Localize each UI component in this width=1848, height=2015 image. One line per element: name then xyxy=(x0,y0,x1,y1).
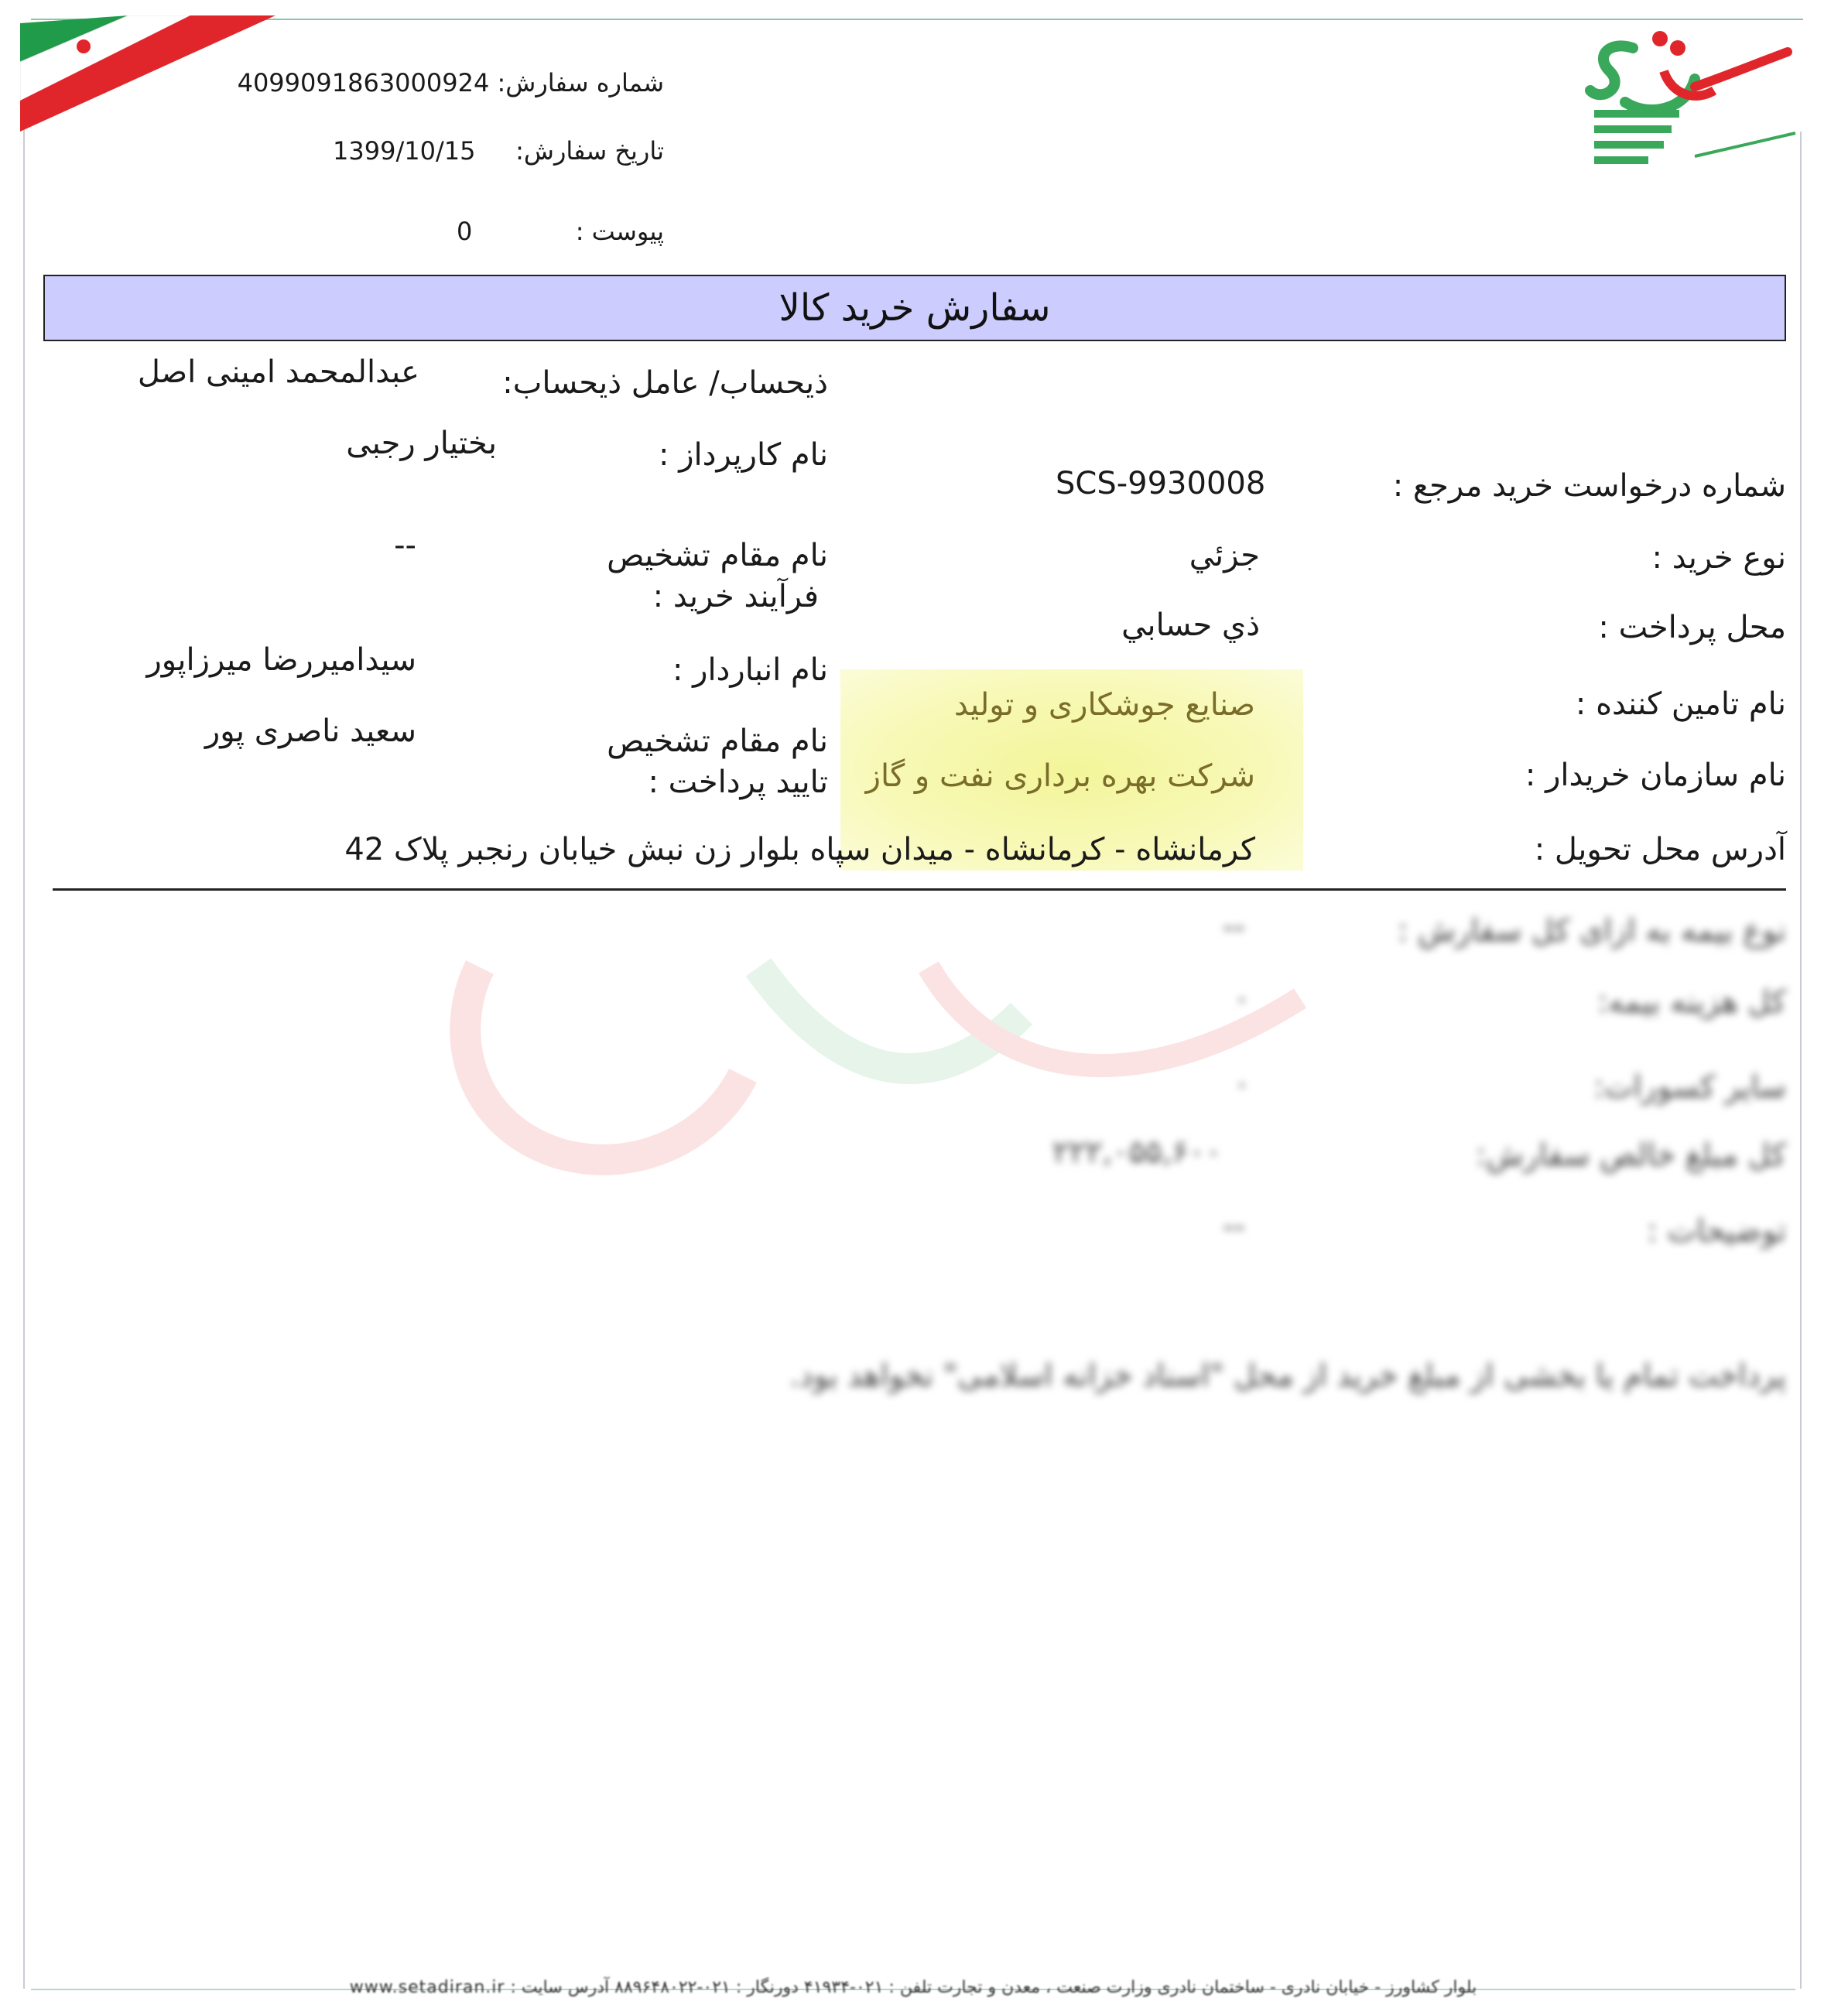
purchase-type-label: نوع خرید : xyxy=(1651,540,1786,576)
storekeeper-value: سیدامیررضا میرزاپور xyxy=(146,642,416,678)
other-deductions-label: سایر کسورات: xyxy=(1593,1069,1786,1105)
delivery-label: آدرس محل تحویل : xyxy=(1534,832,1786,867)
setad-logo-icon xyxy=(1579,17,1803,180)
approval-value: سعید ناصری پور xyxy=(204,713,416,749)
attachment-label: پیوست : xyxy=(575,217,664,246)
footer-address: بلوار کشاورز - خیابان نادری - ساختمان نادری وزارت صنعت ، معدن و تجارت تلفن : ۰۲۱-۴۱۹۳۴ دورنگار : ۰۲۱-۸۸۹۶۴۸۰۲۲ آدرس سایت : www.setadiran.ir xyxy=(349,1978,1477,1997)
order-date-value: 1399/10/15 xyxy=(333,136,476,166)
order-date-label: تاریخ سفارش: xyxy=(515,136,664,166)
payment-place-label: محل پرداخت : xyxy=(1598,610,1786,645)
insurance-type-value: -- xyxy=(1223,909,1245,945)
reference-value: SCS-9930008 xyxy=(1056,466,1266,501)
insurance-cost-label: کل هزینه بیمه: xyxy=(1597,984,1786,1020)
frame-top-line xyxy=(31,19,1803,20)
order-number-label: شماره سفارش: xyxy=(497,68,664,98)
accountant-label: ذیحساب/ عامل ذیحساب: xyxy=(502,365,828,401)
net-amount-label: کل مبلغ خالص سفارش: xyxy=(1475,1138,1786,1173)
supplier-label: نام تامین کننده : xyxy=(1575,686,1786,722)
attachment-value: 0 xyxy=(457,217,473,246)
order-number-value: 4099091863000924 xyxy=(237,68,490,98)
buyer-org-value: شرکت بهره برداری نفت و گاز xyxy=(865,758,1255,794)
payment-note: پرداخت تمام یا بخشی از مبلغ خرید از محل "اسناد خزانه اسلامی" نخواهد بود. xyxy=(789,1358,1786,1394)
delivery-value: کرمانشاه - کرمانشاه - میدان سپاه بلوار زن نبش خیابان رنجبر پلاک 42 xyxy=(344,832,1255,867)
agent-label: نام کارپرداز : xyxy=(659,437,828,473)
authority-label-1: نام مقام تشخیص xyxy=(607,538,828,573)
buyer-org-label: نام سازمان خریدار : xyxy=(1525,758,1786,793)
net-amount-value: ۲۲۲,۰۵۵,۶۰۰ xyxy=(1052,1134,1222,1170)
frame-left-line xyxy=(23,108,25,1989)
approval-label-2: تایید پرداخت : xyxy=(648,765,828,800)
authority-value: -- xyxy=(394,528,416,563)
other-deductions-value: ۰ xyxy=(1234,1066,1251,1102)
reference-label: شماره درخواست خرید مرجع : xyxy=(1392,468,1786,504)
notes-value: -- xyxy=(1223,1209,1245,1244)
order-number-row xyxy=(238,68,664,98)
approval-label-1: نام مقام تشخیص xyxy=(607,724,828,759)
payment-place-value: ذي حسابي xyxy=(1121,607,1260,643)
page-title: سفارش خرید کالا xyxy=(779,286,1051,330)
frame-right-line xyxy=(1800,132,1802,1989)
agent-value: بختیار رجبی xyxy=(346,426,497,461)
authority-label-2: فرآیند خرید : xyxy=(652,579,819,614)
notes-label: توضیحات : xyxy=(1647,1213,1786,1249)
insurance-cost-value: ۰ xyxy=(1234,981,1251,1017)
supplier-value: صنایع جوشکاری و تولید xyxy=(954,687,1255,723)
purchase-type-value: جزئي xyxy=(1189,538,1260,573)
accountant-value: عبدالمحمد امینی اصل xyxy=(137,354,419,390)
page-title-bar xyxy=(43,275,1786,341)
insurance-type-label: نوع بیمه به ازای کل سفارش : xyxy=(1397,913,1786,949)
storekeeper-label: نام انباردار : xyxy=(672,652,828,688)
